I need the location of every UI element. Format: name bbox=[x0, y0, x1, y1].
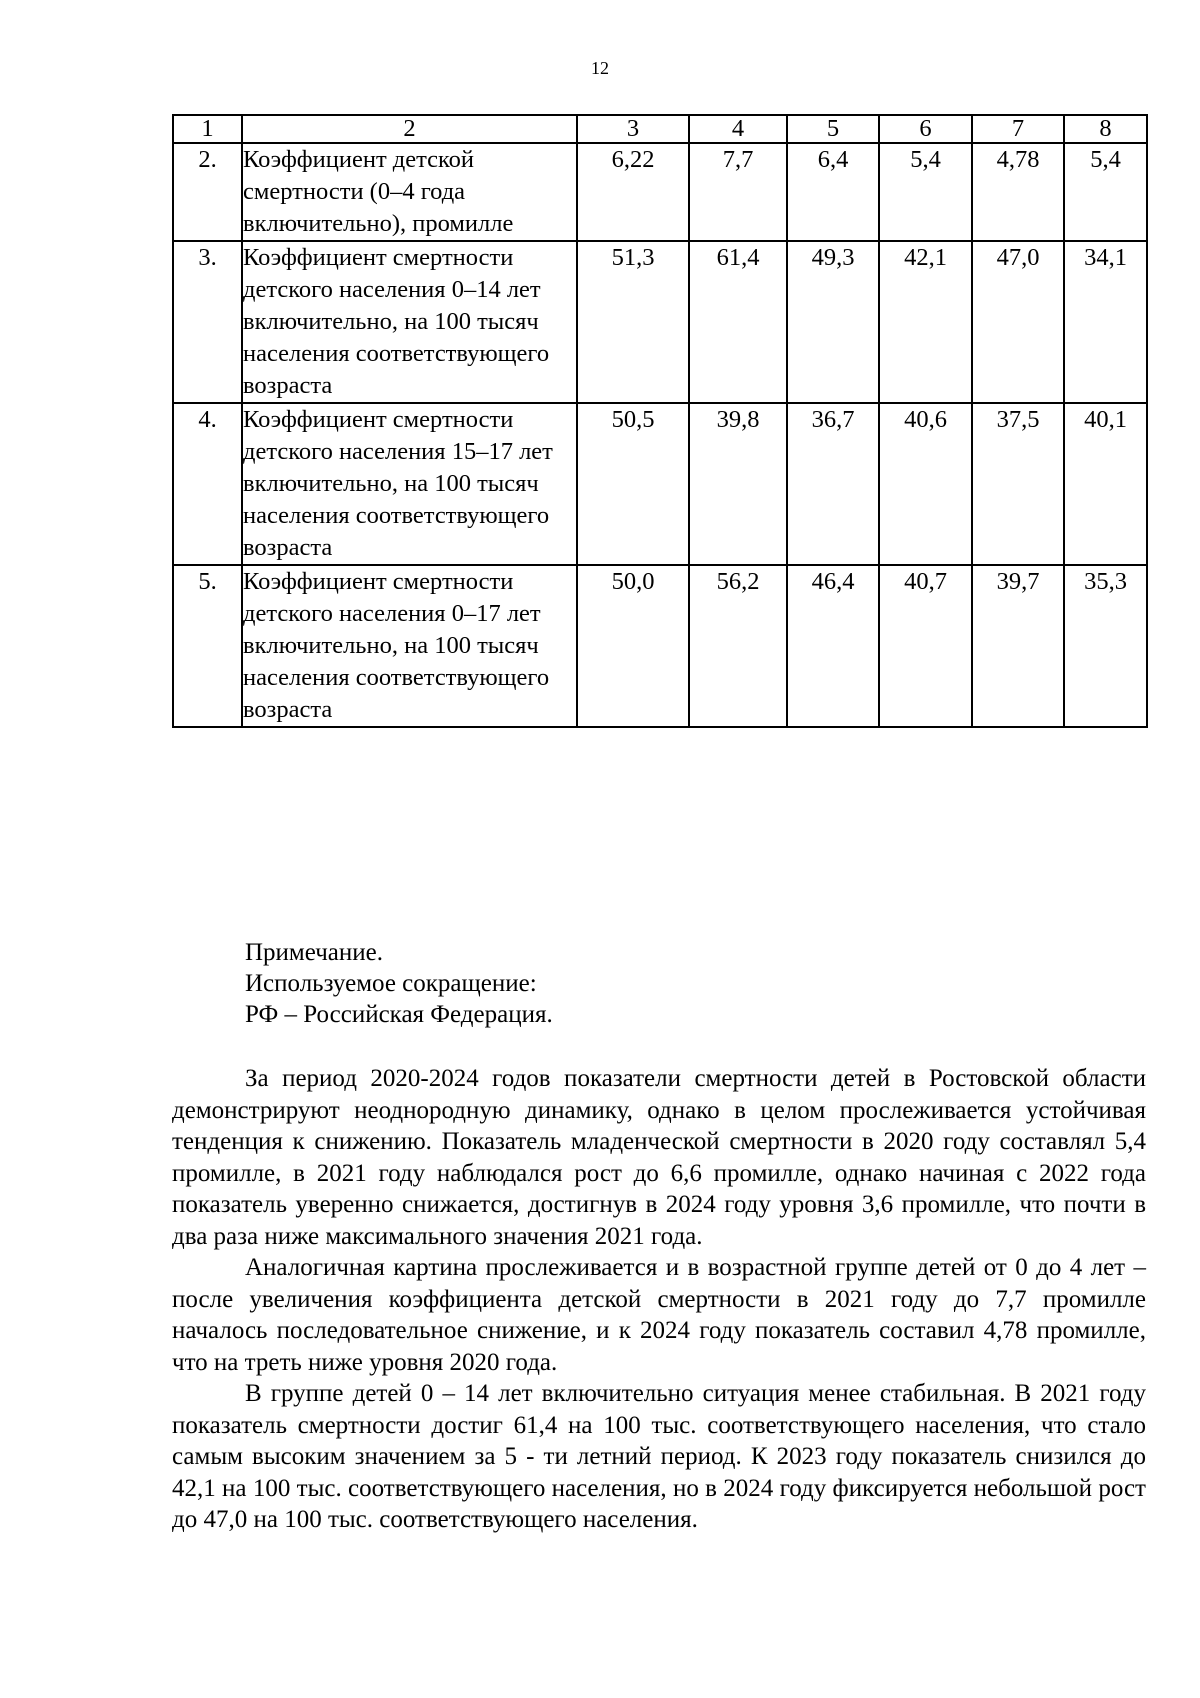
indicator-name: Коэффициент смертности детского населения 15–17 лет включительно, на 100 тысяч населения соответствующего возраста bbox=[242, 403, 577, 565]
table-row bbox=[173, 403, 1147, 565]
row-number: 5. bbox=[173, 565, 242, 727]
value-cell: 34,1 bbox=[1064, 241, 1147, 403]
row-number: 4. bbox=[173, 403, 242, 565]
value-cell: 61,4 bbox=[689, 241, 787, 403]
body-text bbox=[172, 1063, 1146, 1536]
value-cell: 46,4 bbox=[787, 565, 879, 727]
indicator-name: Коэффициент смертности детского населения 0–14 лет включительно, на 100 тысяч населения соответствующего возраста bbox=[242, 241, 577, 403]
note-abbreviation-heading: Используемое сокращение: bbox=[245, 970, 537, 997]
value-cell: 49,3 bbox=[787, 241, 879, 403]
value-cell: 35,3 bbox=[1064, 565, 1147, 727]
column-header: 2 bbox=[242, 115, 577, 143]
row-number: 2. bbox=[173, 143, 242, 241]
note-abbreviation-rf: РФ – Российская Федерация. bbox=[245, 1001, 553, 1028]
column-header: 5 bbox=[787, 115, 879, 143]
page-number: 12 bbox=[591, 58, 609, 78]
paragraph: В группе детей 0 – 14 лет включительно ситуация менее стабильная. В 2021 году показатель смертности достиг 61,4 на 100 тыс. соответствующего населения, что стало самым высоким значением за 5 - ти летний период. К 2023 году показатель снизился до 42,1 на 100 тыс. соответствующего населения, но в 2024 году фиксируется небольшой рост до 47,0 на 100 тыс. соответствующего населения. bbox=[172, 1380, 1146, 1533]
value-cell: 36,7 bbox=[787, 403, 879, 565]
table-header-row bbox=[173, 115, 1147, 143]
value-cell: 39,7 bbox=[972, 565, 1064, 727]
indicator-name: Коэффициент смертности детского населения 0–17 лет включительно, на 100 тысяч населения соответствующего возраста bbox=[242, 565, 577, 727]
value-cell: 6,4 bbox=[787, 143, 879, 241]
value-cell: 40,6 bbox=[879, 403, 972, 565]
column-header: 3 bbox=[577, 115, 689, 143]
column-header: 6 bbox=[879, 115, 972, 143]
column-header: 4 bbox=[689, 115, 787, 143]
value-cell: 51,3 bbox=[577, 241, 689, 403]
table-row bbox=[173, 143, 1147, 241]
value-cell: 50,0 bbox=[577, 565, 689, 727]
value-cell: 50,5 bbox=[577, 403, 689, 565]
note-title: Примечание. bbox=[245, 939, 384, 966]
indicators-table bbox=[172, 114, 1148, 728]
value-cell: 5,4 bbox=[879, 143, 972, 241]
value-cell: 40,1 bbox=[1064, 403, 1147, 565]
column-header: 8 bbox=[1064, 115, 1147, 143]
value-cell: 42,1 bbox=[879, 241, 972, 403]
paragraph: За период 2020-2024 годов показатели смертности детей в Ростовской области демонстрируют неоднородную динамику, однако в целом прослеживается устойчивая тенденция к снижению. Показатель младенческой смертности в 2020 году составлял 5,4 промилле, в 2021 году наблюдался рост до 6,6 промилле, однако начиная с 2022 года показатель уверенно снижается, достигнув в 2024 году уровня 3,6 промилле, что почти в два раза ниже максимального значения 2021 года. bbox=[172, 1065, 1146, 1250]
row-number: 3. bbox=[173, 241, 242, 403]
indicator-name: Коэффициент детской смертности (0–4 года включительно), промилле bbox=[242, 143, 577, 241]
value-cell: 6,22 bbox=[577, 143, 689, 241]
value-cell: 56,2 bbox=[689, 565, 787, 727]
table-row bbox=[173, 241, 1147, 403]
column-header: 7 bbox=[972, 115, 1064, 143]
value-cell: 39,8 bbox=[689, 403, 787, 565]
value-cell: 5,4 bbox=[1064, 143, 1147, 241]
value-cell: 4,78 bbox=[972, 143, 1064, 241]
column-header: 1 bbox=[173, 115, 242, 143]
value-cell: 7,7 bbox=[689, 143, 787, 241]
value-cell: 47,0 bbox=[972, 241, 1064, 403]
value-cell: 40,7 bbox=[879, 565, 972, 727]
table-note bbox=[245, 937, 553, 1030]
paragraph: Аналогичная картина прослеживается и в возрастной группе детей от 0 до 4 лет – после увеличения коэффициента детской смертности в 2021 году до 7,7 промилле началось последовательное снижение, и к 2024 году показатель составил 4,78 промилле, что на треть ниже уровня 2020 года. bbox=[172, 1254, 1146, 1376]
value-cell: 37,5 bbox=[972, 403, 1064, 565]
table-row bbox=[173, 565, 1147, 727]
